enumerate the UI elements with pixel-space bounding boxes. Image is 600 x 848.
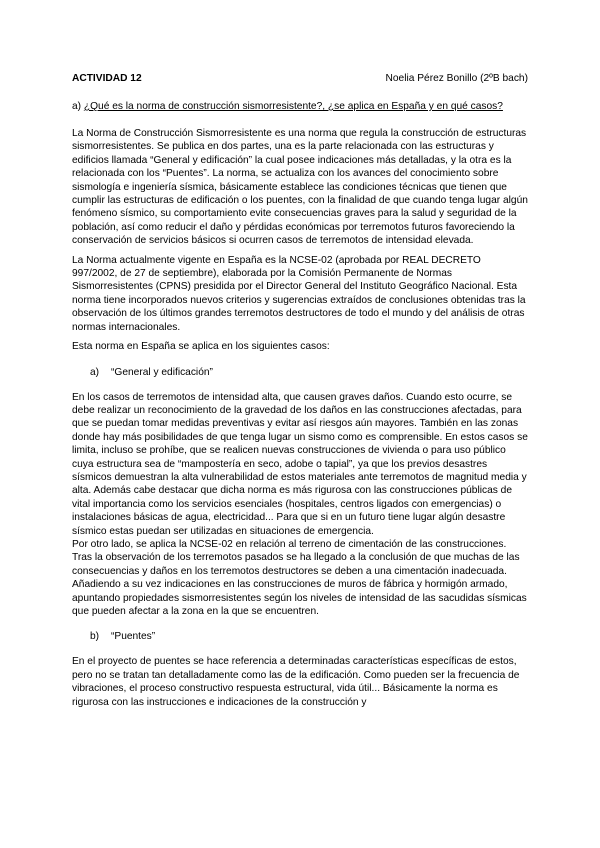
list-marker-a: a) (90, 366, 100, 378)
question-text: ¿Qué es la norma de construcción sismorresistente?, ¿se aplica en España y en qué casos? (83, 101, 503, 112)
paragraph-puentes: En el proyecto de puentes se hace referencia a determinadas características específicas de estos, pero no se tratan tan detalladamente como las de la edificación. Como pueden ser la frecuencia de vibraciones, el proceso constructivo respuesta estructural, vida útil... Básicamente la norma es rigurosa con las instrucciones e indicaciones de la construcción y (72, 656, 520, 708)
activity-title: ACTIVIDAD 12 (72, 73, 142, 84)
author-name: Noelia Pérez Bonillo (2ºB bach) (385, 73, 528, 84)
paragraph-general-2: Por otro lado, se aplica la NCSE-02 en relación al terreno de cimentación de las construcciones. Tras la observación de los terremotos pasados se ha llegado a la conclusión de que muchas de las consecuencias y daños en los terremotos destructores se deben a una cimentación inadecuada. Añadiendo a su vez indicaciones en las construcciones de muros de fábrica y hormigón armado, apuntando propiedades sismorresistentes según los niveles de intensidad de las sacudidas sísmicas que pueden afectar a la zona en la que se encuentren. (72, 538, 527, 617)
document-page (72, 72, 528, 709)
list-marker-b: b) (90, 631, 100, 643)
paragraph-cases: Esta norma en España se aplica en los siguientes casos: (72, 341, 330, 353)
document-header (72, 72, 528, 85)
paragraph-general-1: En los casos de terremotos de intensidad alta, que causen graves daños. Cuando esto ocurre, se debe realizar un reconocimiento de la gravedad de los daños en las construcciones afectadas, para que se puedan tomar medidas preventivas y evitar así riesgos aún mayores. También en las zonas donde hay más posibilidades de que tenga lugar un sismo como es comprensible. En estos casos se limita, incluso se prohíbe, que se realicen nuevas construcciones de vivienda o para uso público cuya estructura sea de “mampostería en seco, adobe o tapial”, ya que los previos desastres sísmicos demuestran la alta vulnerabilidad de estos materiales ante terremotos de magnitud media y alta. Además cabe destacar que dicha norma es más rigurosa con las construcciones públicas de vital importancia como los servicios esenciales (hospitales, centros ligados con emergencias) o instalaciones básicas de agua, electricidad... Para que si en un futuro tiene lugar algún desastre sísmico estas puedan ser utilizadas en situaciones de emergencia. (72, 391, 528, 537)
question-prefix: a) (72, 101, 84, 112)
question-heading (72, 100, 528, 113)
list-label-general: “General y edificación” (111, 366, 213, 378)
paragraph-intro: La Norma de Construcción Sismorresistente es una norma que regula la construcción de estructuras sismorresistentes. Se publica en dos partes, una es la parte relacionada con las estructuras y edificios llamada “General y edificación” la cual posee indicaciones más detalladas, y la otra es la relacionada con los “Puentes”. La norma, se actualiza con los avances del conocimiento sobre sismología e ingeniería sísmica, básicamente establece las condiciones técnicas que tienen que cumplir las estructuras de edificación o los puentes, con la finalidad de que cuando tenga lugar algún fenómeno sísmico, su comportamiento evite consecuencias graves para la salud y seguridad de la población, así como reducir el daño y pérdidas económicas por terremotos futuros favoreciendo la conservación de servicios básicos si ocurren casos de terremotos de intensidad elevada. (72, 128, 528, 247)
list-label-puentes: “Puentes” (111, 631, 156, 643)
list-item-general (90, 366, 528, 379)
paragraph-ncse: La Norma actualmente vigente en España es la NCSE-02 (aprobada por REAL DECRETO 997/2002, de 27 de septiembre), elaborada por la Comisión Permanente de Normas Sismorresistentes (CPNS) presidida por el Director General del Instituto Geográfico Nacional. Esta norma tiene incorporados nuevos criterios y sugerencias extraídos de conclusiones obtenidas tras la observación de los últimos grandes terremotos destructores de todo el mundo y del análisis de otras normas internacionales. (72, 254, 526, 333)
list-item-puentes (90, 630, 528, 643)
